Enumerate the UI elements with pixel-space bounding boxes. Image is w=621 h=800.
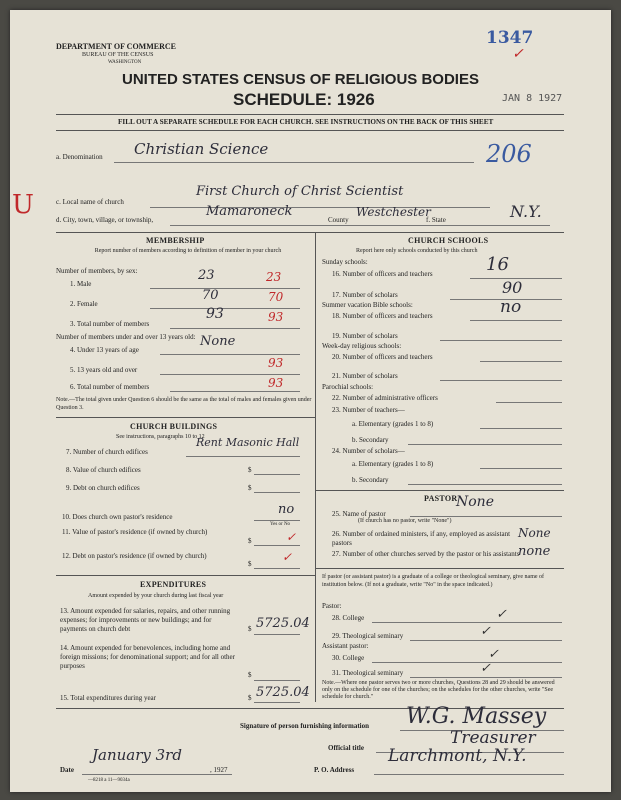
signature-label: Signature of person furnishing information [240, 722, 369, 730]
q25-value: None [456, 494, 494, 510]
q22-label: 22. Number of administrative officers [332, 394, 438, 402]
q26-label: 26. Number of ordained ministers, if any, employed as assistant pastors [332, 530, 511, 547]
q24b-label: b. Secondary [352, 476, 389, 484]
schedule-year: SCHEDULE: 1926 [233, 90, 375, 109]
state-label: f. State [426, 216, 446, 224]
q26-value: None [518, 526, 551, 540]
q16-value: 16 [486, 254, 509, 275]
q12-label: 12. Debt on pastor's residence (if owned by church) [62, 552, 207, 560]
q24a-label: a. Elementary (grades 1 to 8) [352, 460, 434, 468]
expenditures-title: EXPENDITURES [140, 580, 207, 589]
weekday-schools-label: Week-day religious schools: [322, 342, 402, 350]
denomination-code: 206 [486, 140, 532, 168]
q25-label: 25. Name of pastor [332, 510, 386, 518]
po-address-value: Larchmont, N.Y. [388, 746, 527, 766]
q31-label: 31. Theological seminary [332, 669, 404, 677]
q30-check-icon: ✓ [488, 647, 499, 662]
q17-label: 17. Number of scholars [332, 291, 398, 299]
pastor-note: Note.—Where one pastor serves two or more churches, Questions 28 and 29 should be answered only on the schedule for one of the churches; on the schedules for the other churches, write "See schedule for church." [322, 680, 555, 700]
bureau-label: BUREAU OF THE CENSUS [82, 52, 154, 58]
pastor-title: PASTOR [424, 494, 458, 503]
q17-value: 90 [502, 278, 523, 297]
graduate-note: If pastor (or assistant pastor) is a graduate of a college or theological seminary, give name of institution below. (If not a graduate, write "No" in the space indicated.) [322, 574, 545, 588]
signature-value: W.G. Massey [406, 704, 547, 729]
county-label: County [328, 216, 349, 224]
q30-label: 30. College [332, 654, 365, 662]
buildings-intro: See instructions, paragraphs 10 to 12 [116, 434, 205, 440]
q31-check-icon: ✓ [480, 661, 491, 676]
buildings-title: CHURCH BUILDINGS [130, 422, 218, 431]
q3-check: 93 [268, 310, 284, 324]
q7-label: 7. Number of church edifices [66, 448, 148, 456]
members-by-age-label: Number of members under and over 13 years old: [56, 333, 196, 341]
q2-female-value: 70 [202, 288, 219, 303]
q28-check-icon: ✓ [496, 607, 507, 622]
q29-check-icon: ✓ [480, 624, 491, 639]
q13-label: 13. Amount expended for salaries, repairs, and other running expenses; for improvements or new buildings; and for payments on church debt [60, 607, 231, 633]
date-label: Date [60, 766, 74, 774]
pastor-label: Pastor: [322, 602, 342, 610]
q23-label: 23. Number of teachers— [332, 406, 405, 414]
q24-label: 24. Number of scholars— [332, 447, 405, 455]
q12-check-icon: ✓ [282, 550, 293, 564]
q11-label: 11. Value of pastor's residence (if owned by church) [62, 528, 208, 536]
date-value: January 3rd [92, 746, 182, 764]
q15-label: 15. Total expenditures during year [60, 694, 156, 702]
q18-label: 18. Number of officers and teachers [332, 312, 433, 320]
q12-dollar: $ [248, 560, 252, 568]
q3-total-value: 93 [206, 306, 224, 322]
yes-no-caption: Yes or No [270, 522, 291, 527]
q25-note: (If church has no pastor, write "None") [358, 518, 452, 524]
census-schedule-paper [10, 10, 611, 792]
q27-label: 27. Number of other churches served by the pastor or his assistants [332, 550, 520, 558]
denomination-label: a. Denomination [56, 153, 103, 161]
q23b-label: b. Secondary [352, 436, 389, 444]
date-year: , 1927 [210, 766, 228, 774]
q15-value: 5725.04 [256, 685, 310, 700]
q2-check: 70 [268, 290, 284, 304]
q2-female-label: 2. Female [70, 300, 98, 308]
q6-total-label: 6. Total number of members [70, 383, 150, 391]
q9-label: 9. Debt on church edifices [66, 484, 140, 492]
local-name-label: c. Local name of church [56, 198, 124, 206]
parochial-schools-label: Parochial schools: [322, 383, 374, 391]
q14-dollar: $ [248, 671, 252, 679]
membership-intro: Report number of members according to definition of member in your church [94, 248, 282, 254]
city-label: WASHINGTON [108, 60, 142, 65]
q27-value: none [518, 544, 551, 559]
q16-label: 16. Number of officers and teachers [332, 270, 433, 278]
city-town-value: Mamaroneck [206, 204, 293, 219]
membership-title: MEMBERSHIP [146, 236, 205, 245]
dept-label: DEPARTMENT OF COMMERCE [56, 42, 177, 51]
q14-label: 14. Amount expended for benevolences, including home and foreign missions; for denominational support; and for all other purposes [60, 644, 235, 670]
form-title: UNITED STATES CENSUS OF RELIGIOUS BODIES [122, 71, 479, 88]
q28-label: 28. College [332, 614, 365, 622]
membership-note: Note.—The total given under Question 6 should be the same as the total of males and females given under Question 3. [56, 397, 312, 411]
form-number: —8218 a 11—9034a [88, 778, 130, 783]
local-name-value: First Church of Christ Scientist [196, 184, 404, 199]
county-value: Westchester [356, 205, 431, 219]
state-value: N.Y. [510, 202, 542, 221]
schedule-number: 1347 [486, 28, 534, 48]
q10-label: 10. Does church own pastor's residence [62, 513, 173, 521]
q21-label: 21. Number of scholars [332, 372, 398, 380]
q1-male-label: 1. Male [70, 280, 92, 288]
expenditures-intro: Amount expended by your church during last fiscal year [88, 593, 224, 599]
q29-label: 29. Theological seminary [332, 632, 404, 640]
summer-schools-label: Summer vacation Bible schools: [322, 301, 413, 309]
q23a-label: a. Elementary (grades 1 to 8) [352, 420, 434, 428]
denomination-value: Christian Science [134, 140, 269, 158]
official-title-label: Official title [328, 744, 364, 752]
received-stamp: JAN 8 1927 [502, 93, 563, 104]
q5-check: 93 [268, 356, 284, 370]
q15-dollar: $ [248, 694, 252, 702]
q3-total-label: 3. Total number of members [70, 320, 150, 328]
q9-dollar: $ [248, 484, 252, 492]
q8-dollar: $ [248, 466, 252, 474]
separate-schedule-instruction: FILL OUT A SEPARATE SCHEDULE FOR EACH CHURCH. SEE INSTRUCTIONS ON THE BACK OF THIS SHEET [118, 118, 494, 126]
q6-check: 93 [268, 376, 284, 390]
sunday-schools-label: Sunday schools: [322, 258, 368, 266]
q20-label: 20. Number of officers and teachers [332, 353, 433, 361]
schools-intro: Report here only schools conducted by this church [356, 248, 478, 254]
q11-dollar: $ [248, 537, 252, 545]
q10-value: no [278, 502, 295, 517]
q7-value: Rent Masonic Hall [196, 436, 300, 449]
q4-under13-value: None [200, 334, 236, 349]
q18-value: no [500, 297, 522, 317]
check-mark: ✓ [512, 46, 524, 62]
margin-mark: U [12, 190, 34, 220]
official-title-value: Treasurer [450, 728, 536, 748]
q1-male-value: 23 [198, 268, 215, 283]
q19-label: 19. Number of scholars [332, 332, 398, 340]
q5-over13-label: 5. 13 years old and over [70, 366, 138, 374]
q13-value: 5725.04 [256, 616, 310, 631]
q4-under13-label: 4. Under 13 years of age [70, 346, 139, 354]
asst-pastor-label: Assistant pastor: [322, 642, 369, 650]
city-town-label: d. City, town, village, or township, [56, 216, 154, 224]
q1-check: 23 [266, 270, 282, 284]
po-address-label: P. O. Address [314, 766, 355, 774]
q8-label: 8. Value of church edifices [66, 466, 141, 474]
q13-dollar: $ [248, 625, 252, 633]
schools-title: CHURCH SCHOOLS [408, 236, 489, 245]
members-by-sex-label: Number of members, by sex: [56, 267, 138, 275]
q11-check-icon: ✓ [286, 530, 297, 544]
